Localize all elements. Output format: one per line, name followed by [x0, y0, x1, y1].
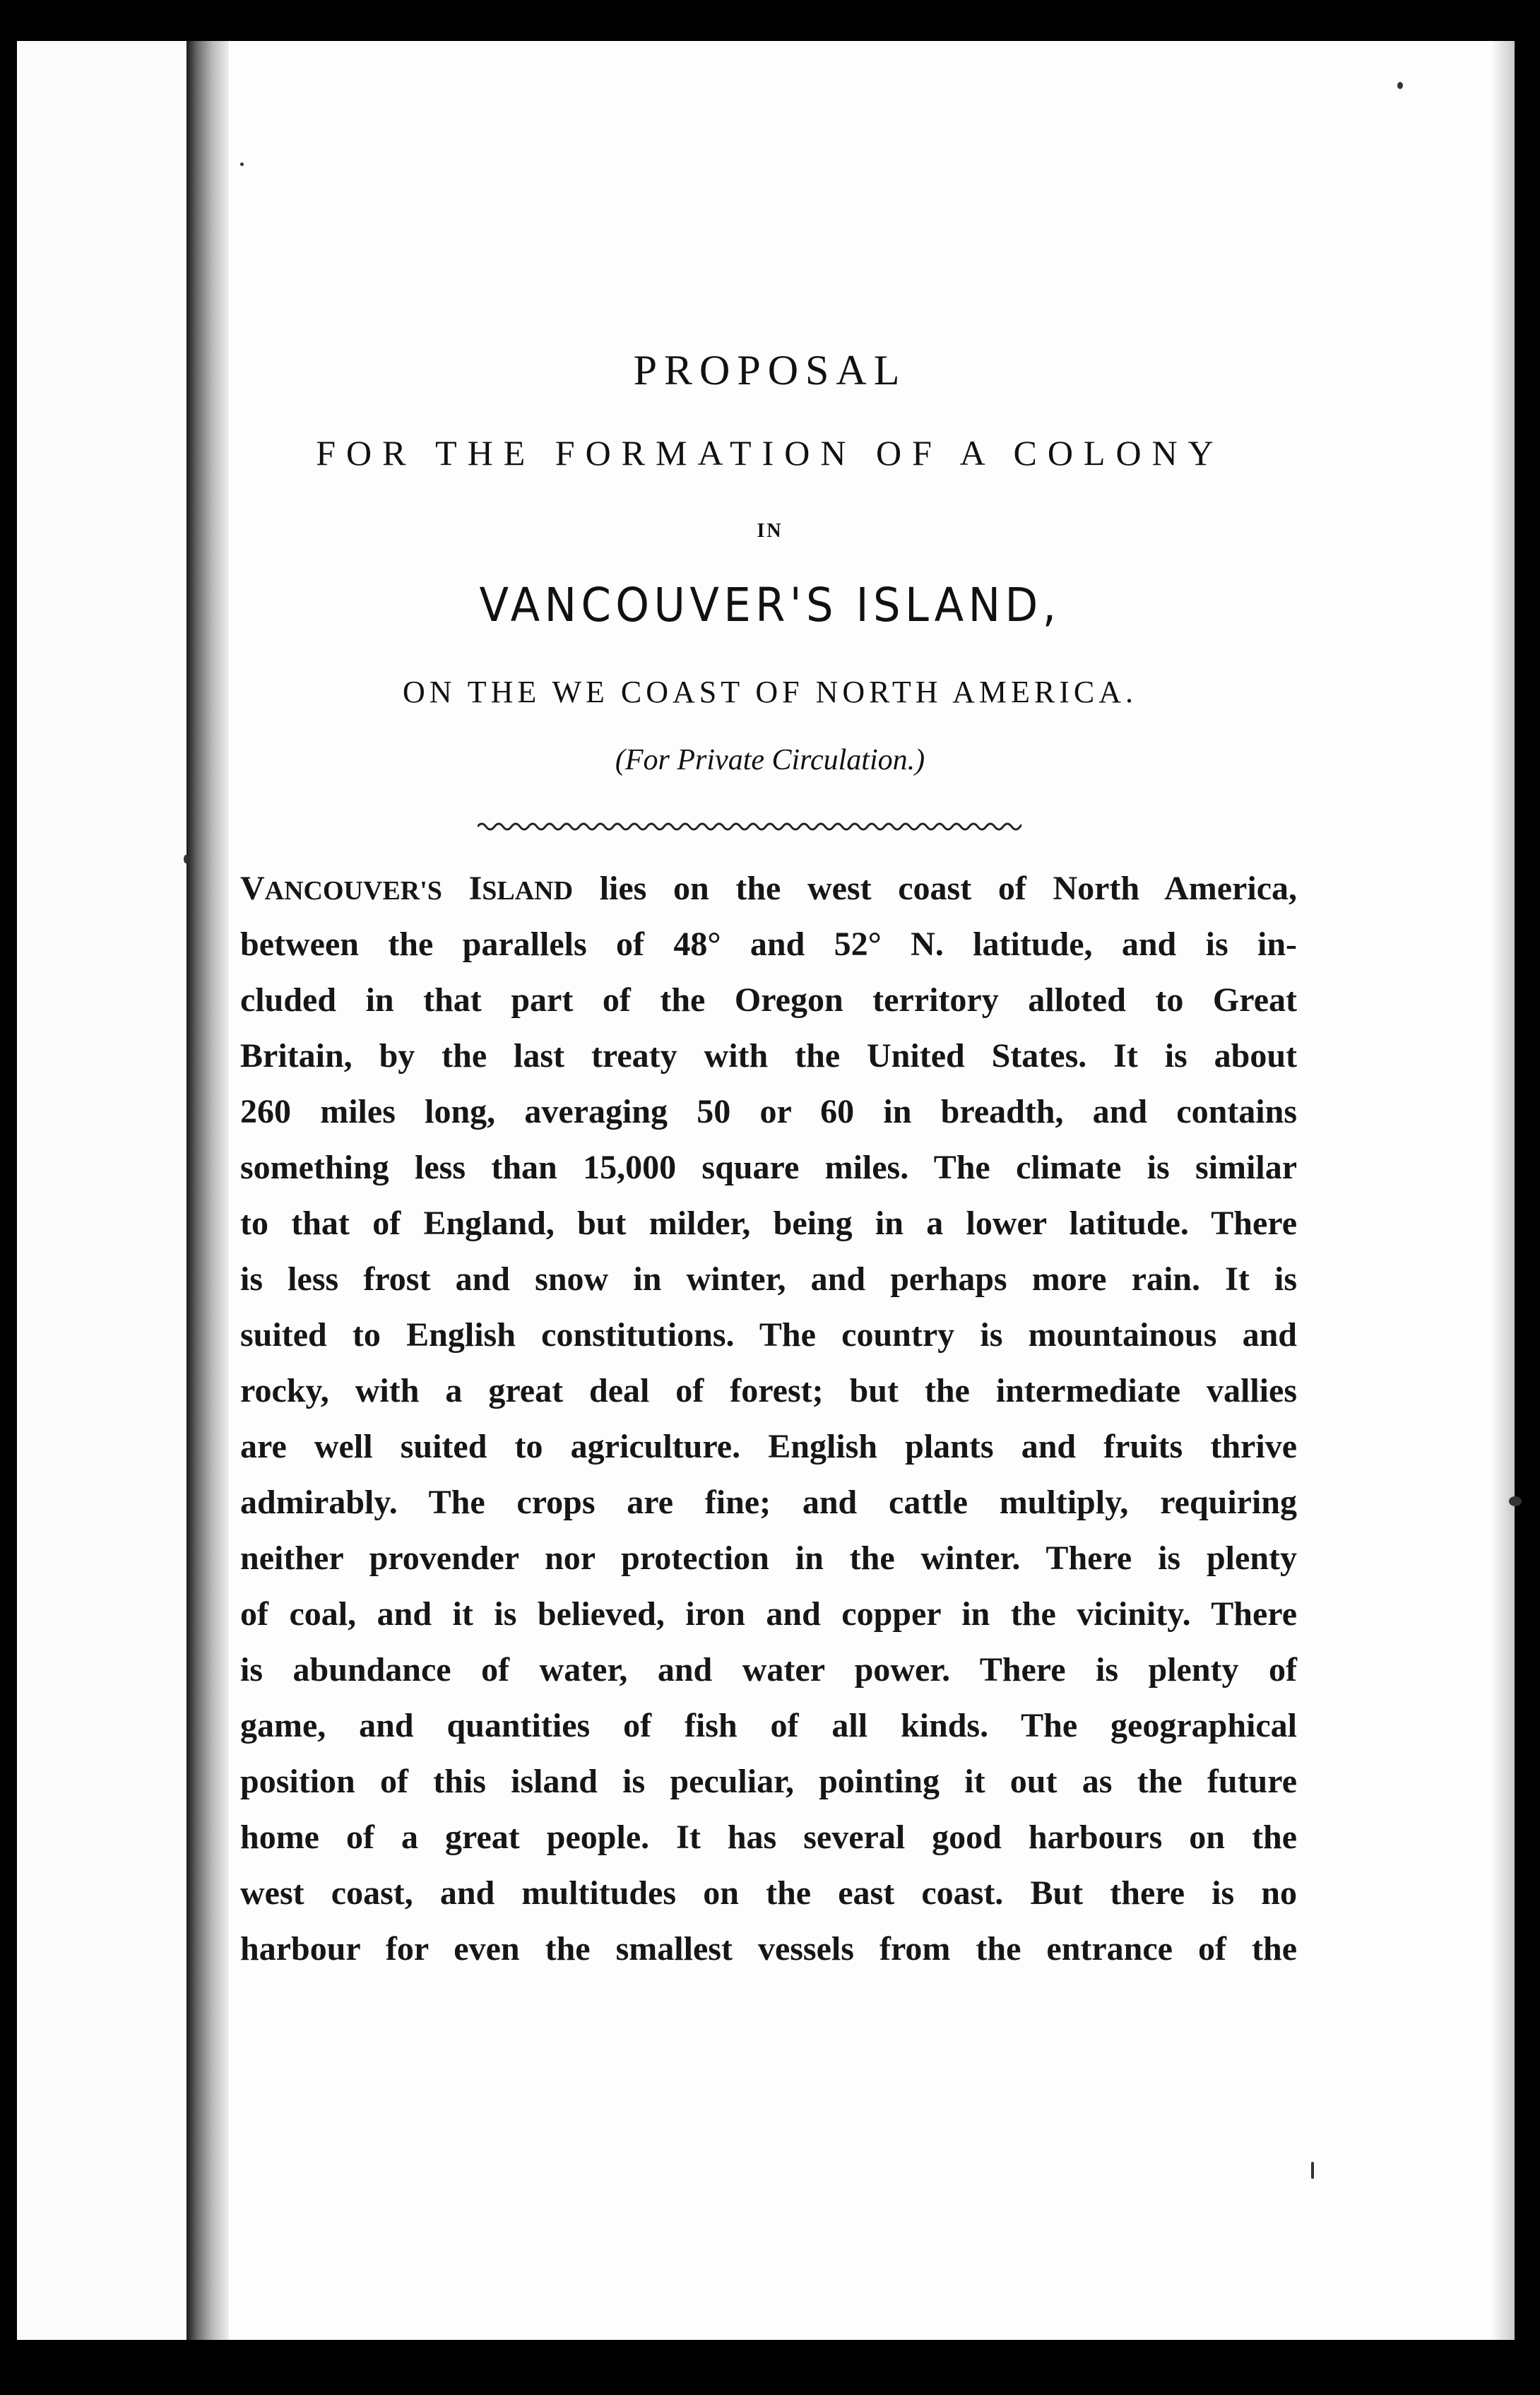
body-line: home of a great people. It has several good harbours on the [240, 1819, 1297, 1856]
lead-sland: SLAND [482, 876, 574, 906]
body-line: west coast, and multitudes on the east coast. But there is no [240, 1874, 1297, 1912]
lead-v: V [240, 870, 265, 907]
title-proposal: PROPOSAL [633, 347, 907, 394]
body-line-1 [240, 861, 1297, 916]
body-line: harbour for even the smallest vessels from the entrance of the [240, 1930, 1297, 1968]
body-line: suited to English constitutions. The country is mountainous and [240, 1316, 1297, 1354]
body-line: 260 miles long, averaging 50 or 60 in breadth, and contains [240, 1093, 1297, 1130]
title-in: IN [757, 520, 783, 542]
body-line: game, and quantities of fish of all kinds. The geographical [240, 1707, 1297, 1744]
body-line: cluded in that part of the Oregon territory alloted to Great [240, 981, 1297, 1019]
scan-border-top [0, 0, 1540, 41]
body-line: rocky, with a great deal of forest; but the intermediate vallies [240, 1372, 1297, 1409]
body-line: position of this island is peculiar, pointing it out as the future [240, 1763, 1297, 1800]
body-line: between the parallels of 48° and 52° N. latitude, and is in- [240, 926, 1297, 963]
title-formation: FOR THE FORMATION OF A COLONY [316, 433, 1224, 473]
scan-speck [240, 162, 244, 166]
scan-speck [1311, 2162, 1314, 2179]
body-line: neither provender nor protection in the winter. There is plenty [240, 1539, 1297, 1577]
lead-i: I [468, 870, 482, 907]
body-line: to that of England, but milder, being in a lower latitude. There [240, 1205, 1297, 1242]
body-paragraph [240, 861, 1297, 1977]
scan-speck [1397, 82, 1403, 89]
body-line: something less than 15,000 square miles. The climate is similar [240, 1149, 1297, 1186]
lead-ancouver: ANCOUVER'S [264, 876, 442, 906]
body-line: of coal, and it is believed, iron and copper in the vicinity. There [240, 1595, 1297, 1633]
wavy-rule-ornament [478, 817, 1021, 835]
scan-speck [1509, 1496, 1522, 1506]
line-1-rest: lies on the west coast of North America, [599, 870, 1297, 907]
scan-border-bottom [0, 2340, 1540, 2395]
title-vancouver-island: VANCOUVER'S ISLAND, [479, 578, 1061, 632]
body-line: is less frost and snow in winter, and perhaps more rain. It is [240, 1260, 1297, 1298]
body-line: is abundance of water, and water power. There is plenty of [240, 1651, 1297, 1689]
scan-speck [184, 855, 188, 863]
body-line: are well suited to agriculture. English plants and fruits thrive [240, 1428, 1297, 1465]
body-line: admirably. The crops are fine; and cattle multiply, requiring [240, 1484, 1297, 1521]
title-west-coast: ON THE WE COAST OF NORTH AMERICA. [403, 675, 1137, 709]
body-line: Britain, by the last treaty with the United States. It is about [240, 1037, 1297, 1075]
title-private-circulation: (For Private Circulation.) [615, 744, 925, 776]
